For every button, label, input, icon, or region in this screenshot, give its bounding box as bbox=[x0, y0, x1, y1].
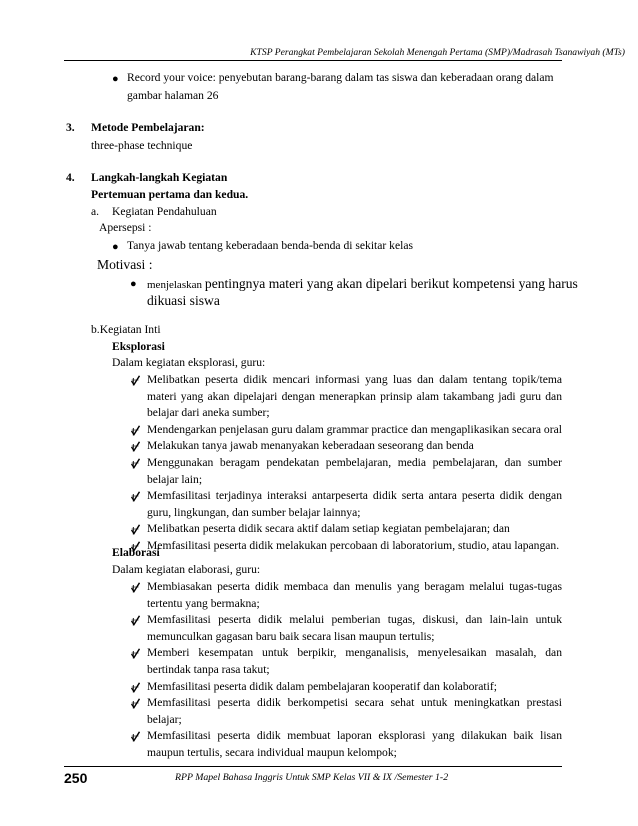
running-header: KTSP Perangkat Pembelajaran Sekolah Menengah Pertama (SMP)/Madrasah Tsanawiyah (MTs) bbox=[250, 47, 625, 58]
checkmark-bullet-icon bbox=[131, 524, 140, 535]
list-item-line: materi yang akan dipelajari dengan menerapkan prinsip alam takambang jadi guru dan bbox=[147, 389, 562, 403]
metode-value: three-phase technique bbox=[91, 139, 193, 152]
pendahuluan-heading: Kegiatan Pendahuluan bbox=[112, 205, 217, 218]
list-item-line: Memfasilitasi terjadinya interaksi antarpeserta didik serta antara peserta didik dengan bbox=[147, 489, 562, 503]
subheading-pertemuan: Pertemuan pertama dan kedua. bbox=[91, 188, 249, 201]
list-item-line: Memfasilitasi peserta didik dalam pembelajaran kooperatif dan kolaboratif; bbox=[147, 679, 497, 693]
eksplorasi-heading: Eksplorasi bbox=[112, 340, 165, 353]
pendahuluan-label: a. bbox=[91, 205, 100, 218]
list-item-line: Melakukan tanya jawab menanyakan keberadaan seseorang dan benda bbox=[147, 439, 474, 453]
list-item-line: belajar; bbox=[147, 712, 182, 726]
list-item-line: Melibatkan peserta didik secara aktif dalam setiap kegiatan pembelajaran; dan bbox=[147, 522, 510, 536]
motivasi-small-text: menjelaskan bbox=[147, 279, 202, 291]
checkmark-bullet-icon bbox=[131, 698, 140, 709]
list-item-line: belajar dari aneka sumber; bbox=[147, 406, 270, 420]
record-line-2: gambar halaman 26 bbox=[127, 89, 219, 102]
section-heading-metode: Metode Pembelajaran: bbox=[91, 121, 205, 134]
list-item-line: Memfasilitasi peserta didik melalui pemberian tugas, diskusi, dan lain-lain untuk bbox=[147, 613, 562, 627]
checkmark-bullet-icon bbox=[131, 458, 140, 469]
motivasi-big-text: pentingnya materi yang akan dipelari berikut kompetensi yang harus bbox=[204, 276, 578, 291]
checkmark-bullet-icon bbox=[131, 615, 140, 626]
list-item-line: Memfasilitasi peserta didik melakukan percobaan di laboratorium, studio, atau lapangan. bbox=[147, 539, 560, 552]
section-number: 4. bbox=[66, 171, 75, 184]
list-item-line: memunculkan gagasan baru baik secara lisan maupun tertulis; bbox=[147, 629, 435, 643]
list-item-line: Memfasilitasi peserta didik berkompetisi secara sehat untuk meningkatkan prestasi bbox=[147, 696, 562, 710]
apersepsi-label: Apersepsi : bbox=[99, 221, 152, 234]
eksplorasi-intro: Dalam kegiatan eksplorasi, guru: bbox=[112, 356, 266, 369]
inti-heading: b.Kegiatan Inti bbox=[91, 323, 161, 336]
record-line-1: Record your voice: penyebutan barang-barang dalam tas siswa dan keberadaan orang dalam bbox=[127, 71, 554, 84]
checkmark-bullet-icon bbox=[131, 441, 140, 452]
list-item-line: Melibatkan peserta didik mencari informasi yang luas dan dalam tentang topik/tema bbox=[147, 373, 562, 386]
list-item-line: guru, lingkungan, dan sumber belajar lainnya; bbox=[147, 505, 361, 519]
checkmark-bullet-icon bbox=[131, 648, 140, 659]
footer-rule bbox=[64, 766, 562, 767]
checkmark-bullet-icon bbox=[131, 491, 140, 502]
list-item-line: Menggunakan beragam pendekatan pembelajaran, media pembelajaran, dan sumber bbox=[147, 456, 562, 469]
page-number: 250 bbox=[64, 770, 88, 786]
list-item-line: Mendengarkan penjelasan guru dalam grammar practice dan mengaplikasikan secara oral bbox=[147, 422, 562, 436]
list-item-line: Memfasilitasi peserta didik membuat laporan eksplorasi yang dilakukan baik lisan bbox=[147, 729, 562, 743]
motivasi-label: Motivasi : bbox=[97, 257, 153, 272]
section-number: 3. bbox=[66, 121, 75, 134]
elaborasi-intro: Dalam kegiatan elaborasi, guru: bbox=[112, 563, 261, 576]
running-footer: RPP Mapel Bahasa Inggris Untuk SMP Kelas VII & IX /Semester 1-2 bbox=[175, 772, 449, 783]
list-item-line: belajar lain; bbox=[147, 472, 203, 486]
bullet-dot: ● bbox=[112, 73, 119, 85]
list-item-line: maupun tertulis, secara individual maupun kelompok; bbox=[147, 746, 397, 759]
checkmark-bullet-icon bbox=[131, 375, 140, 386]
list-item-line: tertentu yang bermakna; bbox=[147, 596, 260, 610]
motivasi-line-1 bbox=[147, 275, 578, 294]
bullet-dot: ● bbox=[112, 241, 119, 253]
section-heading-langkah: Langkah-langkah Kegiatan bbox=[91, 171, 228, 184]
list-item-line: Membiasakan peserta didik membaca dan menulis yang beragam melalui tugas-tugas bbox=[147, 580, 562, 593]
motivasi-line-2: dikuasi siswa bbox=[147, 293, 220, 308]
apersepsi-item: Tanya jawab tentang keberadaan benda-benda di sekitar kelas bbox=[127, 239, 413, 252]
checkmark-bullet-icon bbox=[131, 582, 140, 593]
header-rule bbox=[64, 60, 562, 61]
checkmark-bullet-icon bbox=[131, 425, 140, 436]
elaborasi-heading: Elaborasi bbox=[112, 546, 160, 559]
checkmark-bullet-icon bbox=[131, 731, 140, 742]
checkmark-bullet-icon bbox=[131, 682, 140, 693]
bullet-dot: ● bbox=[130, 278, 137, 290]
list-item-line: Memberi kesempatan untuk berpikir, menganalisis, menyelesaikan masalah, dan bbox=[147, 646, 562, 660]
list-item-line: bertindak tanpa rasa takut; bbox=[147, 663, 270, 676]
